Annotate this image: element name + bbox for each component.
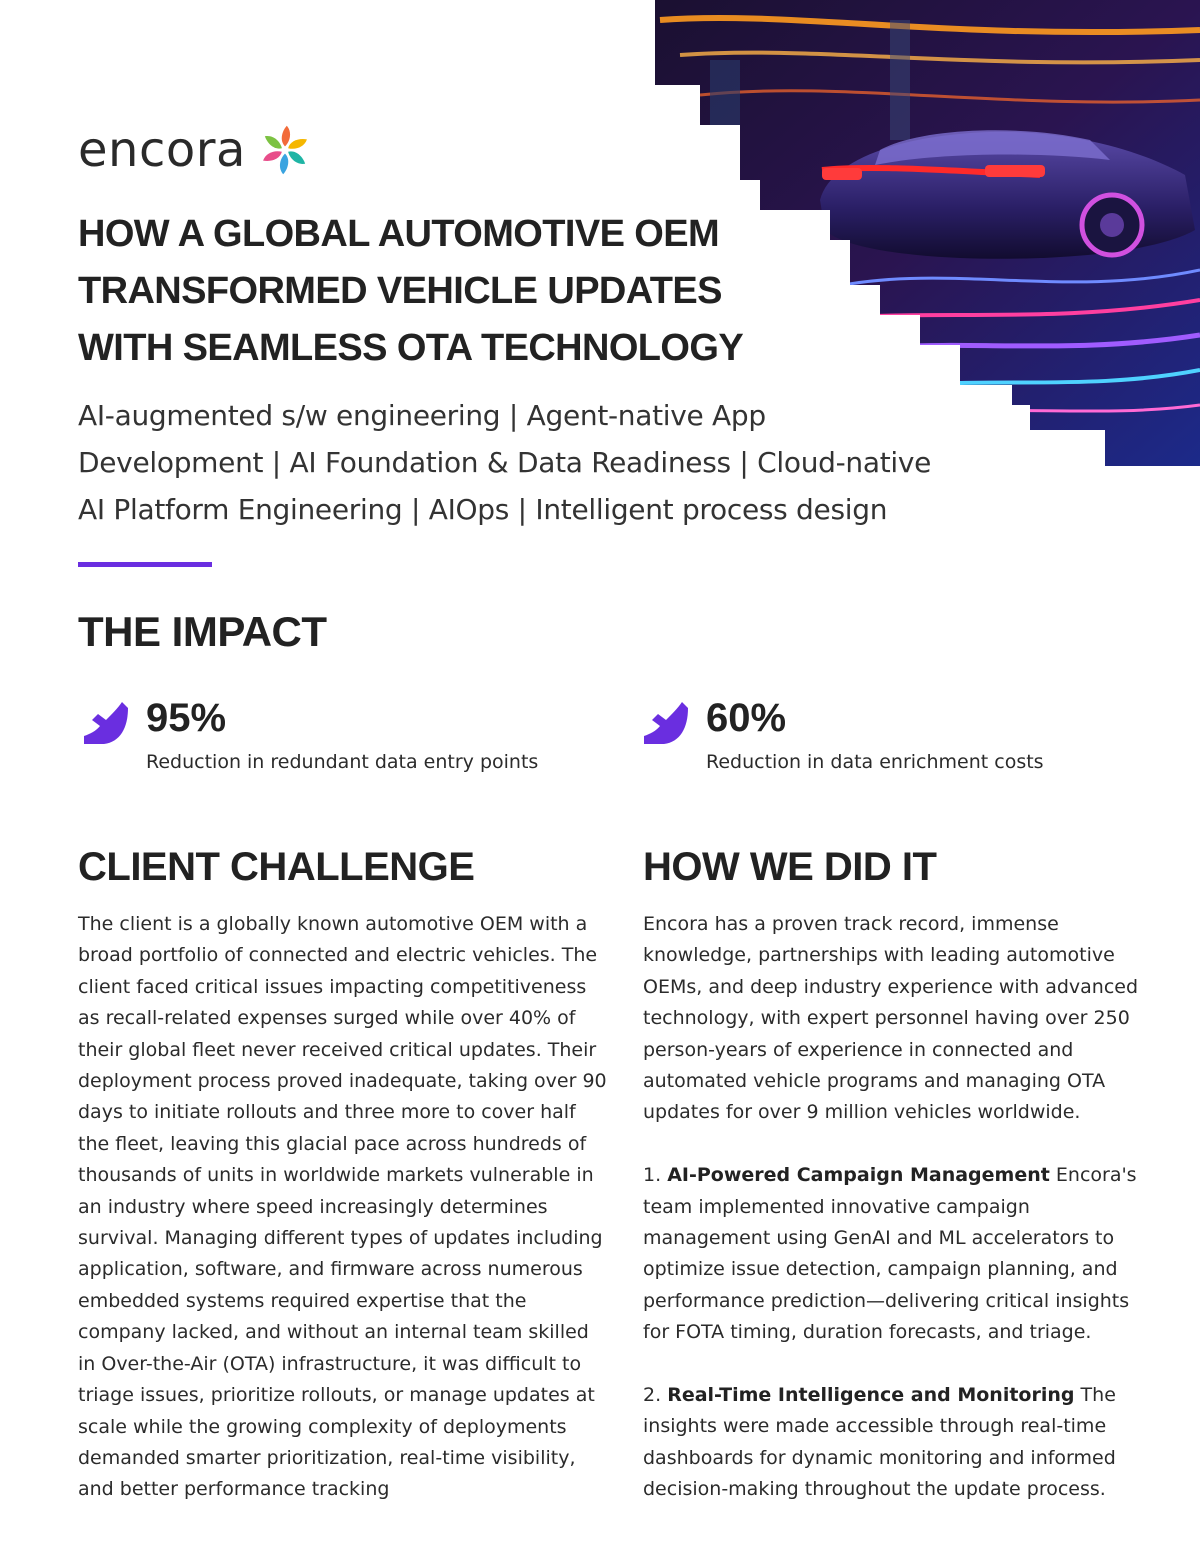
logo-petal — [282, 126, 290, 147]
down-arrow-icon — [642, 698, 692, 748]
how-intro — [643, 909, 1163, 1129]
text-line: an industry where speed increasingly determines — [78, 1195, 548, 1218]
down-arrow-icon — [82, 698, 132, 748]
point-2 — [643, 1380, 1163, 1506]
text-line: optimize issue detection, campaign planning, and — [643, 1258, 1118, 1281]
impact-stat — [82, 692, 542, 792]
text-line: OEMs, and deep industry experience with advanced — [643, 975, 1139, 998]
point-1 — [643, 1160, 1163, 1348]
point-2-text — [643, 1411, 1163, 1505]
text-line: automated vehicle programs and managing OTA — [643, 1070, 1106, 1093]
title-line: HOW A GLOBAL AUTOMOTIVE OEM — [78, 213, 720, 255]
text-line: deployment process proved inadequate, taking over 90 — [78, 1070, 607, 1093]
stat-description: Reduction in data enrichment costs — [706, 751, 1044, 773]
subtitle-line: Development | AI Foundation & Data Readiness | Cloud-native — [78, 446, 932, 479]
stat-value: 60% — [706, 696, 787, 740]
text-line: Encora has a proven track record, immense — [643, 913, 1059, 935]
subtitle-line: AI-augmented s/w engineering | Agent-native App — [78, 399, 766, 432]
text-line: for FOTA timing, duration forecasts, and triage. — [643, 1321, 1092, 1344]
point-2-first-line — [643, 1380, 1163, 1411]
subtitle-line: AI Platform Engineering | AIOps | Intelligent process design — [78, 493, 888, 526]
stat-description: Reduction in redundant data entry points — [146, 751, 539, 773]
point-1-first-line — [643, 1160, 1163, 1191]
logo-wordmark: encora — [78, 122, 246, 178]
point-title: Real-Time Intelligence and Monitoring — [667, 1384, 1075, 1407]
text-line: insights were made accessible through real-time — [643, 1415, 1107, 1438]
how-heading: HOW WE DID IT — [643, 845, 937, 889]
text-line: thousands of units in worldwide markets vulnerable in — [78, 1164, 594, 1187]
logo-mark-icon — [258, 123, 312, 177]
title-line: TRANSFORMED VEHICLE UPDATES — [78, 270, 722, 312]
page-title — [78, 206, 778, 377]
challenge-heading: CLIENT CHALLENGE — [78, 845, 475, 889]
point-title: AI-Powered Campaign Management — [667, 1164, 1050, 1187]
text-line: the fleet, leaving this glacial pace across hundreds of — [78, 1132, 587, 1155]
text-line: their global fleet never received critical updates. Their — [78, 1038, 597, 1061]
text-line: triage issues, prioritize rollouts, or manage updates at — [78, 1384, 595, 1407]
text-line: scale while the growing complexity of deployments — [78, 1415, 567, 1438]
brand-logo — [78, 118, 312, 182]
text-line: technology, with expert personnel having over 250 — [643, 1007, 1130, 1030]
text-line: demanded smarter prioritization, real-time visibility, — [78, 1446, 576, 1469]
subtitle-services — [78, 392, 978, 533]
text-line: knowledge, partnerships with leading automotive — [643, 944, 1115, 967]
title-line: WITH SEAMLESS OTA TECHNOLOGY — [78, 327, 744, 369]
point-first-line-rest: The — [1080, 1384, 1116, 1407]
text-line: person-years of experience in connected and — [643, 1038, 1074, 1061]
text-line: company lacked, and without an internal team skilled — [78, 1321, 589, 1344]
logo-petal — [280, 154, 288, 175]
text-line: and better performance tracking — [78, 1478, 390, 1501]
logo-petal — [285, 149, 307, 167]
logo-petal — [262, 133, 284, 151]
impact-stat — [642, 692, 1102, 792]
point-number: 2. — [643, 1384, 662, 1407]
text-line: survival. Managing different types of updates including — [78, 1227, 603, 1250]
text-line: application, software, and firmware across numerous — [78, 1258, 583, 1281]
text-line: team implemented innovative campaign — [643, 1195, 1030, 1218]
text-line: days to initiate rollouts and three more to cover half — [78, 1101, 576, 1124]
stat-value: 95% — [146, 696, 227, 740]
challenge-body — [78, 909, 618, 1506]
text-line: updates for over 9 million vehicles worldwide. — [643, 1101, 1081, 1124]
text-line: decision-making throughout the update process. — [643, 1478, 1106, 1501]
impact-heading: THE IMPACT — [78, 608, 327, 655]
text-line: in Over-the-Air (OTA) infrastructure, it was difficult to — [78, 1352, 582, 1375]
point-number: 1. — [643, 1164, 662, 1187]
text-line: management using GenAI and ML accelerators to — [643, 1227, 1115, 1250]
text-line: as recall-related expenses surged while over 40% of — [78, 1007, 576, 1030]
how-body — [643, 909, 1163, 1506]
text-line: The client is a globally known automotive OEM with a — [78, 913, 588, 935]
point-first-line-rest: Encora's — [1055, 1164, 1137, 1187]
text-line: dashboards for dynamic monitoring and informed — [643, 1446, 1116, 1469]
text-line: broad portfolio of connected and electric vehicles. The — [78, 944, 598, 967]
text-line: embedded systems required expertise that the — [78, 1289, 527, 1312]
text-line: client faced critical issues impacting competitiveness — [78, 975, 587, 998]
accent-divider — [78, 562, 212, 567]
text-line: performance prediction—delivering critical insights — [643, 1289, 1130, 1312]
logo-petal — [261, 147, 283, 165]
logo-petal — [286, 135, 308, 153]
point-1-text — [643, 1192, 1163, 1349]
